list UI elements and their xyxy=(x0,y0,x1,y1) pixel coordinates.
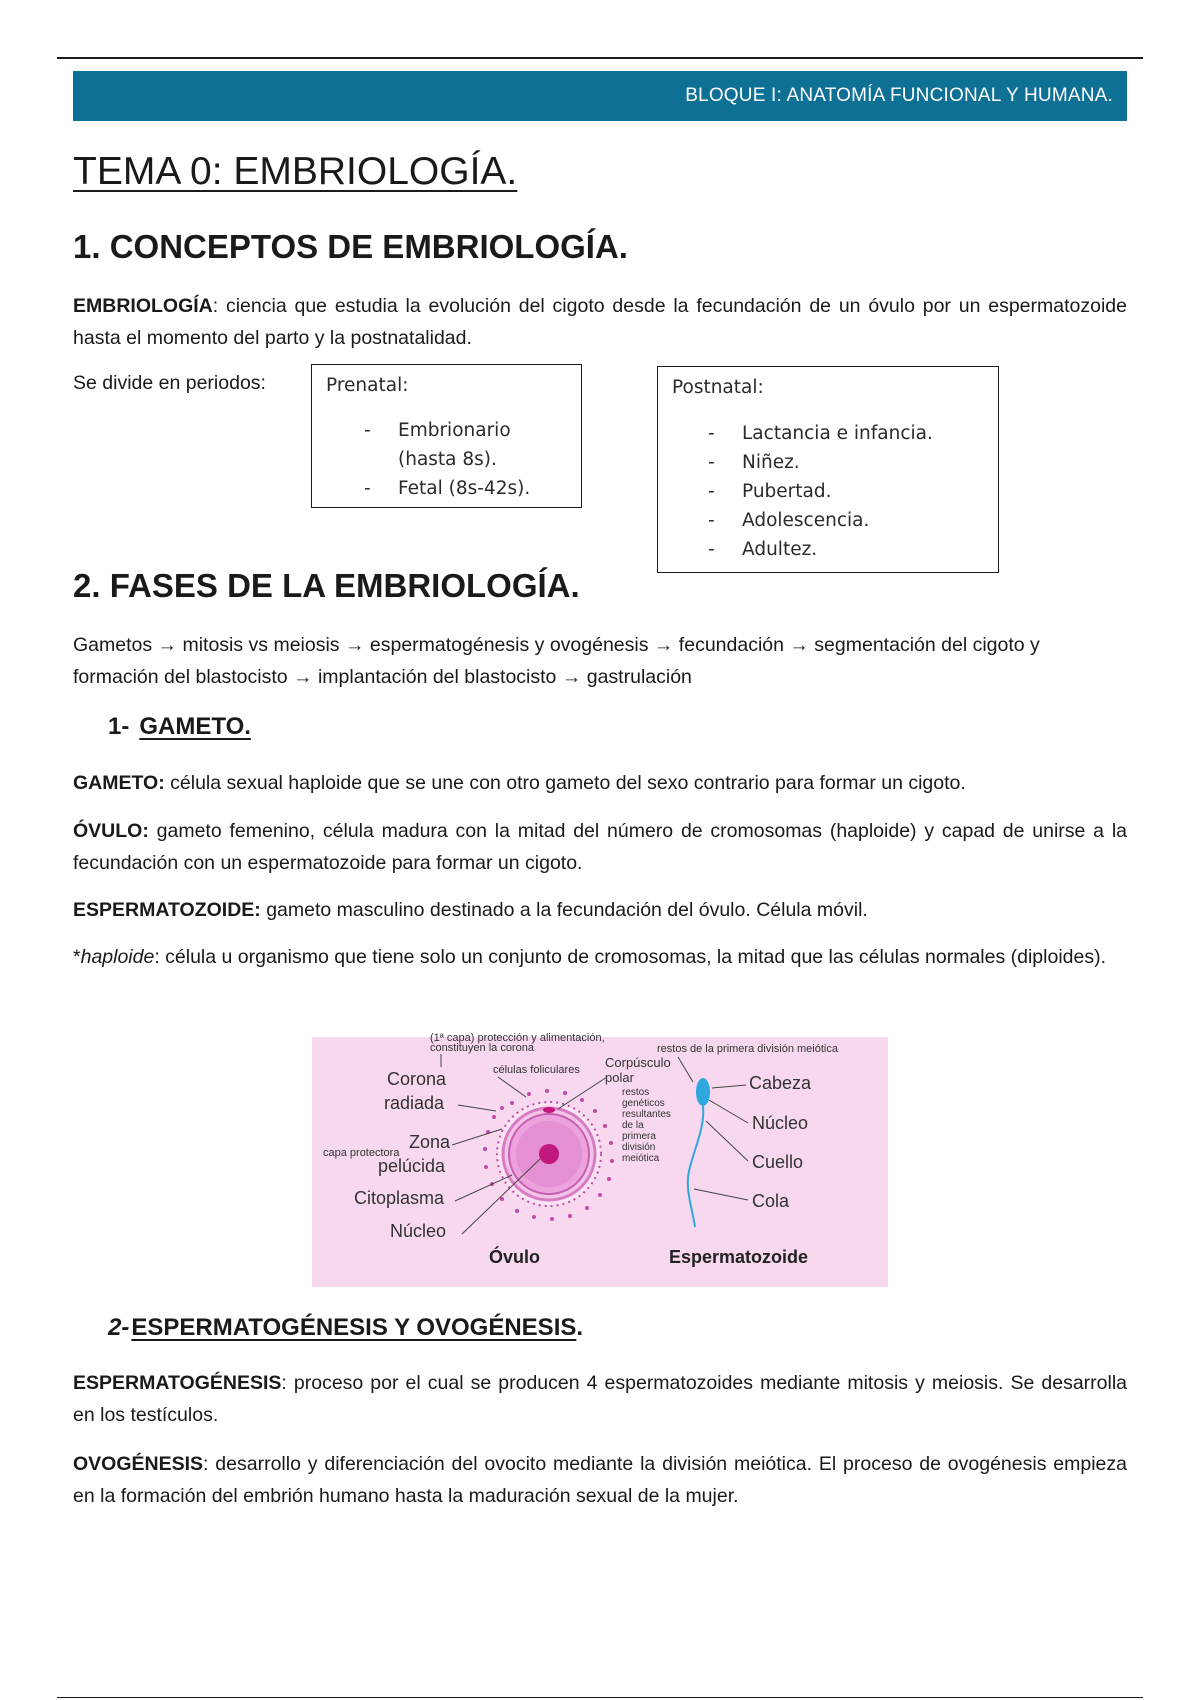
periods-label: Se divide en periodos: xyxy=(73,372,266,394)
section-1-heading xyxy=(73,228,628,266)
prenatal-title: Prenatal: xyxy=(326,375,409,396)
subsection-1-heading xyxy=(108,713,251,741)
list-item: - Lactancia e infancia. xyxy=(708,423,933,444)
bottom-rule xyxy=(57,1697,1143,1698)
postnatal-box xyxy=(657,366,999,573)
definition-ovogenesis: OVOGÉNESIS: desarrollo y diferenciación del ovocito mediante la división meiótica. El proceso de ovogénesis empieza en la formación del embrión humano hasta la maduración sexual de la mujer. xyxy=(73,1453,1127,1507)
list-item: - Adultez. xyxy=(708,539,818,560)
definition-espermatogenesis: ESPERMATOGÉNESIS: proceso por el cual se producen 4 espermatozoides mediante mitosis y meiosis. Se desarrolla en los testículos. xyxy=(73,1372,1127,1426)
section-2-title: FASES DE LA EMBRIOLOGÍA. xyxy=(109,567,580,604)
list-item: - Fetal (8s-42s). xyxy=(364,478,531,499)
term-ovulo: ÓVULO: xyxy=(73,820,149,842)
phases-flow: Gametos → mitosis vs meiosis → espermatogénesis y ovogénesis → fecundación → segmentación del cigoto y formación del blastocisto → implantación del blastocisto → gastrulación xyxy=(73,634,1040,688)
term-embriologia: EMBRIOLOGÍA xyxy=(73,295,213,317)
subsection-2-number: 2- xyxy=(108,1314,130,1341)
list-item: - Embrionario (hasta 8s). xyxy=(364,420,511,470)
section-2-heading xyxy=(73,567,580,605)
prenatal-list xyxy=(364,416,564,503)
prenatal-box xyxy=(311,364,582,508)
ovum-icon xyxy=(483,1089,614,1221)
section-1-number: 1. xyxy=(73,228,101,265)
list-item: - Niñez. xyxy=(708,452,800,473)
definition-gameto: GAMETO: célula sexual haploide que se une con otro gameto del sexo contrario para formar un cigoto. xyxy=(73,772,966,794)
postnatal-list xyxy=(708,419,988,564)
section-2-number: 2. xyxy=(73,567,101,604)
page-title: TEMA 0: EMBRIOLOGÍA. xyxy=(73,150,518,193)
gametes-figure: (1ª capa) protección y alimentación, constituyen la corona células foliculares restos de la primera división meiótica Corpúsculo polar restos genéticos resultantes de la primera división meiótica Corona radiada Zona capa protectora pelúcida Citoplasma Núcleo Óvulo Cabeza Núcleo Cuello Cola Espermatozoide xyxy=(312,1037,888,1287)
sperm-icon xyxy=(688,1078,710,1227)
term-ovogenesis: OVOGÉNESIS xyxy=(73,1453,204,1475)
definition-text: : ciencia que estudia la evolución del cigoto desde la fecundación de un óvulo por un espermatozoide hasta el momento del parto y la postnatalidad. xyxy=(73,295,1127,349)
note-haploide: *haploide: célula u organismo que tiene solo un conjunto de cromosomas, la mitad que las células normales (diploides). xyxy=(73,946,1107,968)
top-rule xyxy=(57,57,1143,59)
definition-ovulo: ÓVULO: gameto femenino, célula madura con la mitad del número de cromosomas (haploide) y capad de unirse a la fecundación con un espermatozoide para formar un cigoto. xyxy=(73,820,1127,874)
term-gameto: GAMETO: xyxy=(73,772,165,794)
list-item: - Adolescencia. xyxy=(708,510,870,531)
section-1-title: CONCEPTOS DE EMBRIOLOGÍA. xyxy=(109,228,628,265)
term-espermatozoide: ESPERMATOZOIDE: xyxy=(73,899,261,921)
sperm-caption: Espermatozoide xyxy=(669,1247,809,1267)
ovum-caption: Óvulo xyxy=(489,1247,541,1267)
definition-embriologia xyxy=(73,290,1127,354)
subsection-2-heading: 2-ESPERMATOGÉNESIS Y OVOGÉNESIS. xyxy=(108,1314,584,1341)
definition-espermatozoide: ESPERMATOZOIDE: gameto masculino destinado a la fecundación del óvulo. Célula móvil. xyxy=(73,899,868,921)
postnatal-title: Postnatal: xyxy=(672,377,764,398)
subsection-1-number: 1- xyxy=(108,713,130,740)
subsection-2-title: ESPERMATOGÉNESIS Y OVOGÉNESIS xyxy=(131,1314,577,1341)
banner-text: BLOQUE I: ANATOMÍA FUNCIONAL Y HUMANA. xyxy=(685,85,1113,106)
list-item: - Pubertad. xyxy=(708,481,832,502)
term-espermatogenesis: ESPERMATOGÉNESIS xyxy=(73,1372,282,1394)
subsection-1-title: GAMETO. xyxy=(139,713,251,740)
term-haploide: haploide xyxy=(80,946,155,968)
header-banner xyxy=(73,71,1127,121)
